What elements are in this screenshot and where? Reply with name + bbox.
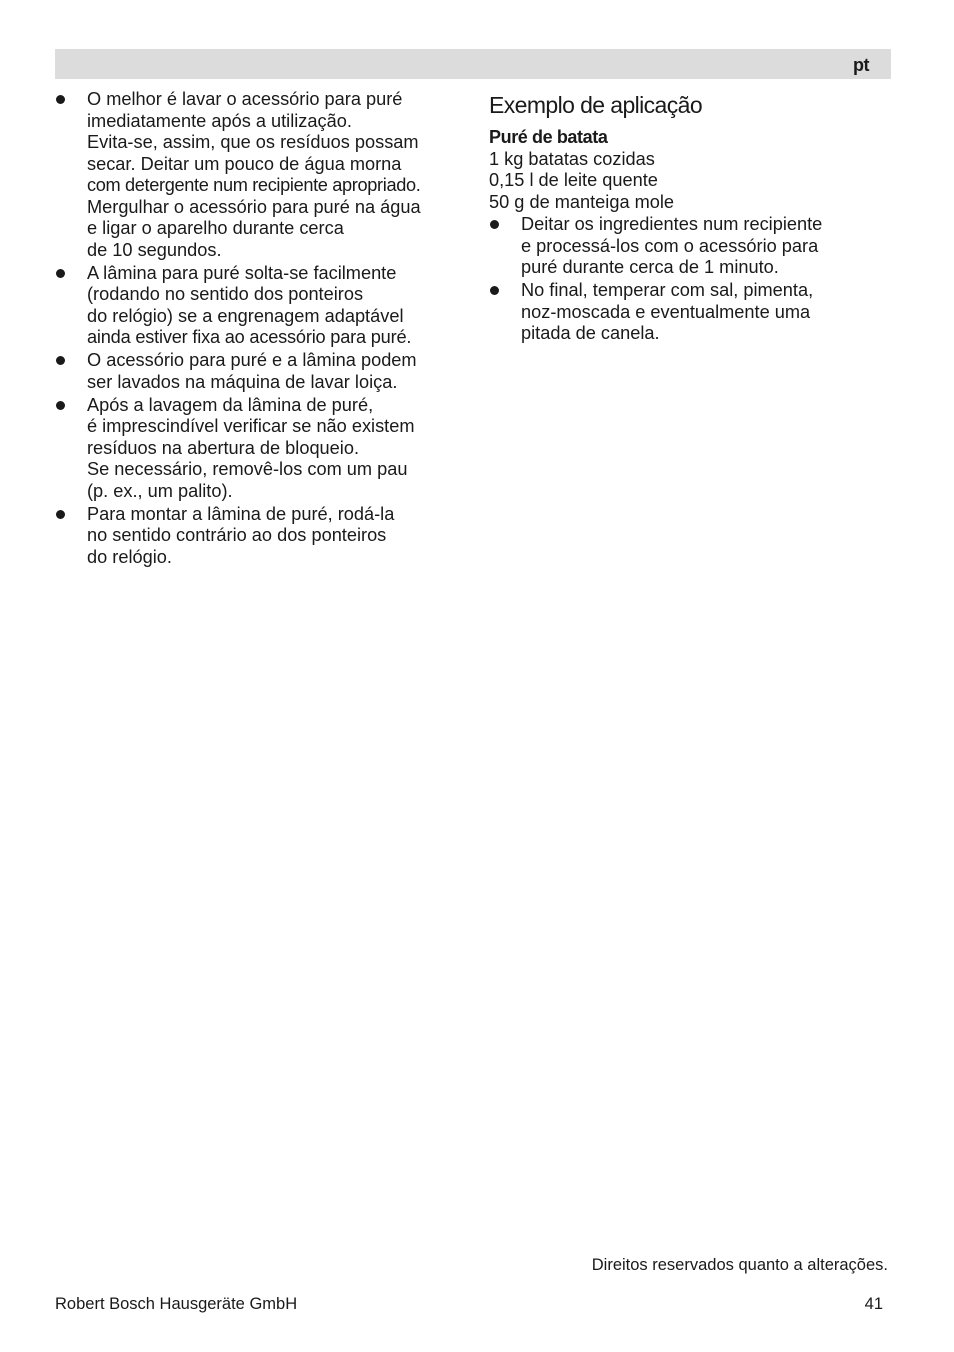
text-line: e ligar o aparelho durante cerca — [87, 218, 344, 238]
list-item — [55, 395, 465, 503]
text-line: (p. ex., um palito). — [87, 480, 233, 501]
text-line: O acessório para puré e a lâmina podem — [87, 350, 417, 370]
text-line: (rodando no sentido dos ponteiros — [87, 284, 364, 304]
text-line: do relógio) se a engrenagem adaptável — [87, 305, 404, 326]
right-column — [489, 89, 859, 346]
bullet-icon — [56, 401, 65, 410]
text-line: imediatamente após a utilização. — [87, 110, 352, 131]
language-tag: pt — [853, 55, 869, 75]
text-line: do relógio. — [87, 546, 172, 567]
text-line: no sentido contrário ao dos ponteiros — [87, 525, 387, 545]
text-line: de 10 segundos. — [87, 239, 222, 260]
text-line: A lâmina para puré solta-se facilmente — [87, 262, 397, 283]
list-item — [55, 89, 465, 261]
bullet-icon — [56, 95, 65, 104]
text-line: ser lavados na máquina de lavar loiça. — [87, 371, 398, 392]
text-line: ainda estiver fixa ao acessório para puré. — [87, 327, 412, 347]
text-line: pitada de canela. — [521, 323, 660, 343]
text-line: resíduos na abertura de bloqueio. — [87, 437, 359, 458]
list-item — [55, 504, 465, 569]
list-item — [55, 350, 465, 393]
bullet-icon — [490, 286, 499, 295]
rights-notice: Direitos reservados quanto a alterações. — [591, 1256, 888, 1274]
cleaning-instructions-list — [55, 89, 465, 568]
bullet-icon — [56, 356, 65, 365]
text-line: Mergulhar o acessório para puré na água — [87, 196, 421, 217]
list-item — [489, 280, 859, 345]
page-number: 41 — [864, 1295, 883, 1313]
header-bar — [55, 49, 891, 79]
bullet-icon — [56, 269, 65, 278]
ingredient-line: 1 kg batatas cozidas — [489, 148, 655, 169]
text-line: No final, temperar com sal, pimenta, — [521, 280, 814, 300]
text-line: Evita-se, assim, que os resíduos possam — [87, 132, 419, 152]
bullet-icon — [490, 220, 499, 229]
text-line: noz-moscada e eventualmente uma — [521, 301, 811, 322]
bullet-icon — [56, 510, 65, 519]
text-line: Se necessário, removê-los com um pau — [87, 459, 408, 479]
text-line: com detergente num recipiente apropriado. — [87, 175, 421, 195]
text-line: O melhor é lavar o acessório para puré — [87, 89, 403, 109]
text-line: Deitar os ingredientes num recipiente — [521, 214, 823, 234]
list-item — [489, 214, 859, 279]
section-title: Exemplo de aplicação — [489, 92, 703, 118]
list-item — [55, 263, 465, 349]
left-column — [55, 89, 465, 570]
text-line: secar. Deitar um pouco de água morna — [87, 153, 402, 174]
ingredient-line: 0,15 l de leite quente — [489, 170, 658, 190]
ingredient-line: 50 g de manteiga mole — [489, 191, 675, 212]
footer-company: Robert Bosch Hausgeräte GmbH — [55, 1295, 298, 1313]
text-line: Para montar a lâmina de puré, rodá-la — [87, 503, 395, 524]
recipe-title: Puré de batata — [489, 127, 608, 147]
recipe-steps-list — [489, 214, 859, 345]
text-line: e processá-los com o acessório para — [521, 235, 819, 256]
text-line: puré durante cerca de 1 minuto. — [521, 257, 779, 277]
text-line: Após a lavagem da lâmina de puré, — [87, 394, 374, 415]
text-line: é imprescindível verificar se não existem — [87, 416, 415, 436]
